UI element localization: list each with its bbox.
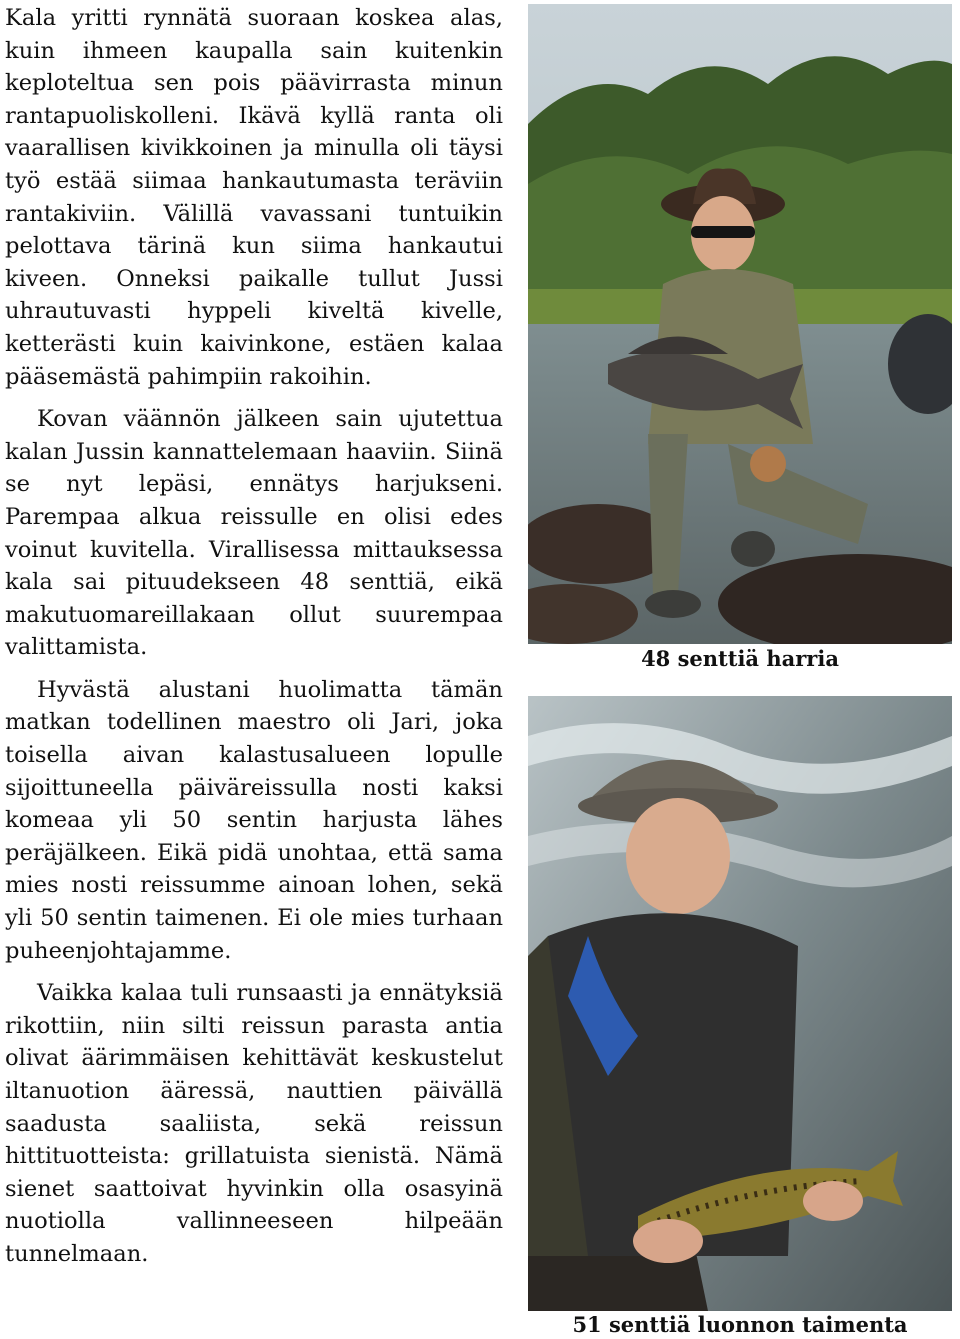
paragraph-2: [5, 403, 503, 664]
paragraph-3: [5, 674, 503, 967]
grayling-caption: 48 senttiä harria: [641, 646, 839, 671]
trout-photo: [528, 696, 952, 1311]
grayling-photo-illustration: [528, 4, 952, 644]
paragraph-2-text: Kovan väännön jälkeen sain ujutettua kalan Jussin kannattelemaan haaviin. Siinä se nyt lepäsi, ennätys harjukseni. Parempaa alkua reissulle en olisi edes voinut kuvitella. Virallisessa mittauksessa kala sai pituudekseen 48 senttiä, eikä makutuomareillakaan ollut suurempaa valittamista.: [5, 406, 503, 661]
trout-caption: 51 senttiä luonnon taimenta: [572, 1312, 908, 1337]
trout-photo-illustration: [528, 696, 952, 1311]
paragraph-4: [5, 977, 503, 1270]
paragraph-1: [5, 2, 503, 393]
article-text: [5, 2, 503, 1281]
paragraph-4-text: Vaikka kalaa tuli runsaasti ja ennätyksiä rikottiin, niin silti reissun parasta antia olivat äärimmäisen kehittävät keskustelut iltanuotion ääressä, nauttien päivällä saadusta saaliista, sekä reissun hittituotteista: grillatuista sienistä. Nämä sienet saattoivat hyvinkin olla osasyinä nuotiolla vallinneeseen hilpeään tunnelmaan.: [5, 980, 503, 1267]
paragraph-1-text: Kala yritti rynnätä suoraan koskea alas, kuin ihmeen kaupalla sain kuitenkin keploteltua sen pois päävirrasta minun rantapuoliskolleni. Ikävä kyllä ranta oli vaarallisen kivikkoinen ja minulla oli täysi työ estää siimaa hankautumasta teräviin rantakiviin. Välillä vavassani tuntuikin pelottava tärinä kun siima hankautui kiveen. Onneksi paikalle tullut Jussi uhrautuvasti hyppeli kiveltä kivelle, ketterästi kuin kaivinkone, estäen kalaa pääsemästä pahimpiin rakoihin.: [5, 5, 503, 390]
grayling-photo: [528, 4, 952, 644]
paragraph-3-text: Hyvästä alustani huolimatta tämän matkan todellinen maestro oli Jari, joka toisella aivan kalastusalueen lopulle sijoittuneella päiväreissulla nosti kaksi komeaa yli 50 sentin harjusta lähes peräjälkeen. Eikä pidä unohtaa, että sama mies nosti reissumme ainoan lohen, sekä yli 50 sentin taimenen. Ei ole mies turhaan puheenjohtajamme.: [5, 676, 503, 964]
